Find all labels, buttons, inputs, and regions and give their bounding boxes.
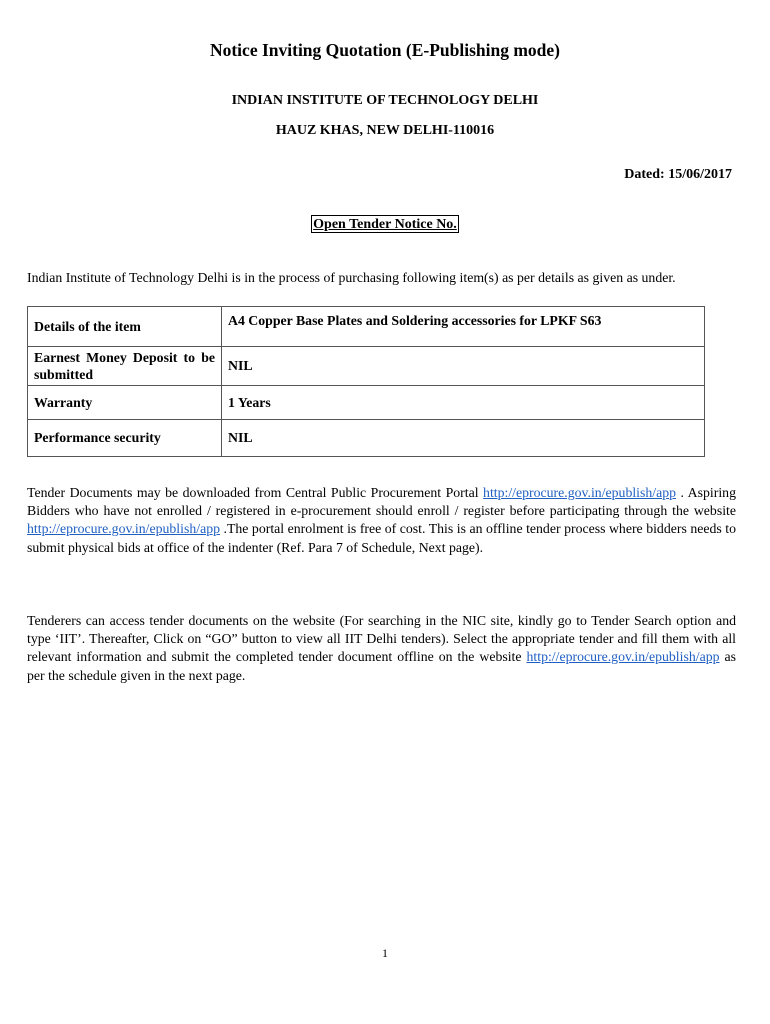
row-value: 1 Years	[222, 386, 705, 420]
row-label: Earnest Money Deposit to be submitted	[28, 347, 222, 386]
access-text-2: as per the schedule given in the next page.	[27, 649, 736, 683]
row-label: Performance security	[28, 420, 222, 457]
access-paragraph	[27, 612, 736, 685]
eprocure-link[interactable]: http://eprocure.gov.in/epublish/app	[27, 521, 220, 537]
tender-notice-label: Open Tender Notice No.	[313, 217, 457, 232]
row-value: NIL	[222, 347, 705, 386]
details-table	[27, 306, 705, 457]
row-value: NIL	[222, 420, 705, 457]
intro-paragraph: Indian Institute of Technology Delhi is in the process of purchasing following item(s) as per details as given as under.	[27, 270, 676, 285]
row-label: Details of the item	[28, 307, 222, 347]
institute-name: INDIAN INSTITUTE OF TECHNOLOGY DELHI	[231, 93, 539, 108]
table-row	[28, 386, 705, 420]
date-line: Dated: 15/06/2017	[624, 167, 732, 182]
row-value: A4 Copper Base Plates and Soldering accessories for LPKF S63	[222, 307, 705, 347]
table-row	[28, 347, 705, 386]
row-label: Warranty	[28, 386, 222, 420]
eprocure-link[interactable]: http://eprocure.gov.in/epublish/app	[526, 649, 720, 665]
download-text-2: . Aspiring Bidders who have not enrolled / registered in e-procurement should enroll / register before participating through the website	[27, 485, 736, 519]
table-row	[28, 420, 705, 457]
eprocure-link[interactable]: http://eprocure.gov.in/epublish/app	[483, 485, 677, 500]
tender-notice-heading	[0, 217, 770, 233]
page-number: 1	[382, 946, 388, 960]
download-text-3: .The portal enrolment is free of cost. This is an offline tender process where bidders needs to submit physical bids at office of the indenter (Ref. Para 7 of Schedule, Next page).	[27, 521, 736, 555]
document-title: Notice Inviting Quotation (E-Publishing mode)	[209, 40, 561, 60]
institute-address: HAUZ KHAS, NEW DELHI-110016	[275, 123, 495, 138]
download-paragraph	[27, 484, 736, 557]
access-text-1: Tenderers can access tender documents on the website (For searching in the NIC site, kindly go to Tender Search option and type ‘IIT’. Thereafter, Click on “GO” button to view all IIT Delhi tenders). Select the appropriate tender and fill them with all relevant information and submit the completed tender document offline on the website	[27, 613, 736, 665]
table-row	[28, 307, 705, 347]
download-text-1: Tender Documents may be downloaded from Central Public Procurement Portal	[27, 485, 484, 500]
